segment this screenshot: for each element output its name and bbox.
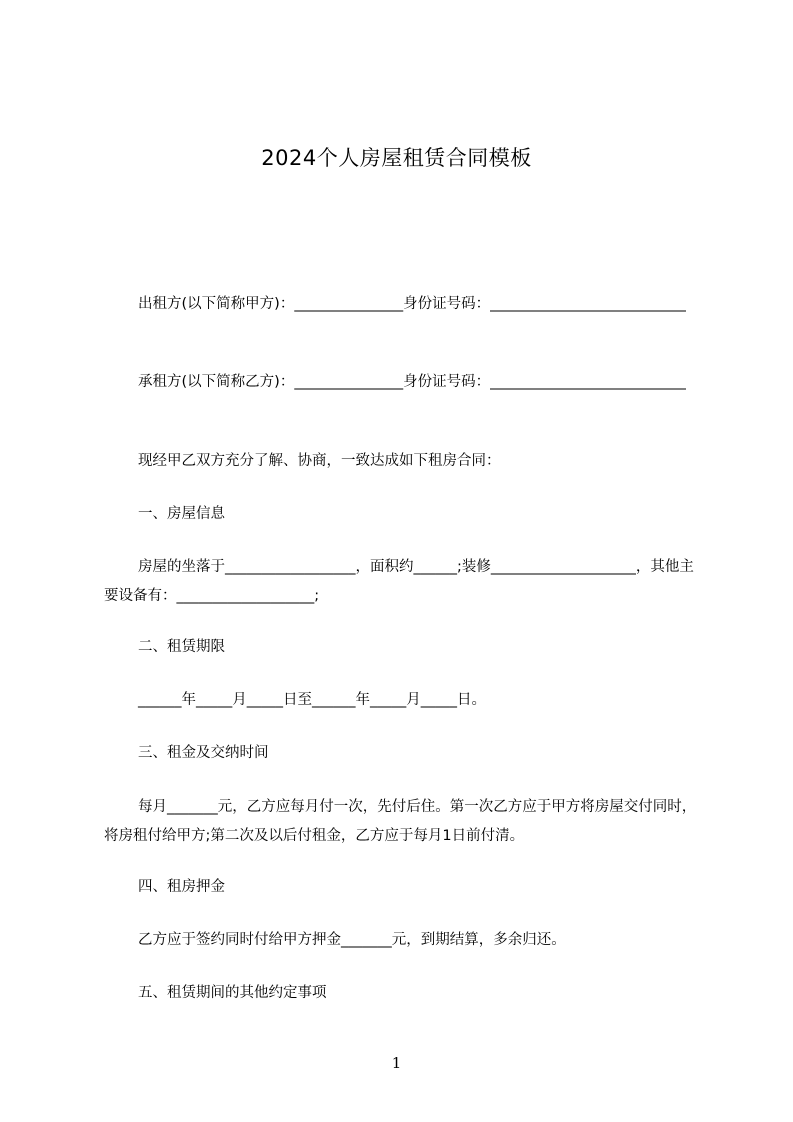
section-heading-other-terms: 五、租赁期间的其他约定事项 <box>138 985 327 1001</box>
section-heading-deposit: 四、租房押金 <box>138 879 225 895</box>
agreement-intro: 现经甲乙双方充分了解、协商，一致达成如下租房合同： <box>138 453 501 469</box>
page-number: 1 <box>391 1054 402 1072</box>
lessee-line: 承租方(以下简称乙方)：_______________身份证号码：___________________________ <box>138 374 686 390</box>
section-text-lease-term: ______年_____月_____日至______年_____月_____日。 <box>138 692 486 708</box>
section-text-house-info: 房屋的坐落于__________________，面积约______;装修____________________，其他主要设备有：___________________; <box>104 559 694 604</box>
section-text-deposit: 乙方应于签约同时付给甲方押金_______元，到期结算，多余归还。 <box>138 932 566 948</box>
section-heading-lease-term: 二、租赁期限 <box>138 639 225 655</box>
lessor-line: 出租方(以下简称甲方)：_______________身份证号码：___________________________ <box>138 296 686 312</box>
section-heading-rent: 三、租金及交纳时间 <box>138 745 269 761</box>
document-title: 2024个人房屋租赁合同模板 <box>261 146 532 170</box>
section-heading-house-info: 一、房屋信息 <box>138 506 225 522</box>
section-text-rent: 每月_______元，乙方应每月付一次，先付后住。第一次乙方应于甲方将房屋交付同时，将房租付给甲方;第二次及以后付租金，乙方应于每月1日前付清。 <box>104 799 697 844</box>
